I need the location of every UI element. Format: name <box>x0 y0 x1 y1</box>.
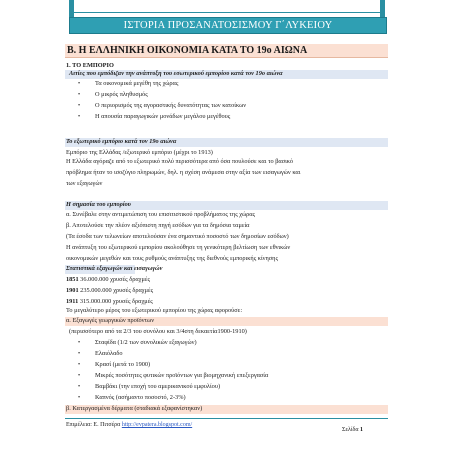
list-item: Ο μικρός πληθυσμός <box>95 91 148 98</box>
bullet-icon: • <box>78 384 81 390</box>
list-item: Τα οικονομικά μεγέθη της χώρας <box>95 80 179 87</box>
paragraph-line: των εξαγωγών <box>66 180 103 187</box>
bullet-icon: • <box>78 351 81 357</box>
bullet-icon: • <box>78 340 81 346</box>
list-item: Καπνός (ασήμαντο ποσοστό, 2-3%) <box>95 394 186 401</box>
bullet-icon: • <box>78 103 81 109</box>
bullet-icon: • <box>78 395 81 401</box>
stats-row <box>66 287 153 295</box>
bullet-icon: • <box>78 114 81 120</box>
footer-rule <box>65 418 388 419</box>
stats-year: 1851 <box>66 276 79 283</box>
list-item: Κρασί (μετά το 1900) <box>95 361 151 368</box>
list-item: Η απουσία παραγωγικών μονάδων μεγάλου μεγέθους <box>95 113 231 120</box>
paragraph-line: Εμπόριο της Ελλάδας /εξωτερικό εμπόριο (μέχρι το 1913) <box>66 149 213 156</box>
header-rule <box>69 12 385 13</box>
footer-credit <box>66 421 192 429</box>
section-title: Β. Η ΕΛΛΗΝΙΚΗ ΟΙΚΟΝΟΜΙΑ ΚΑΤΑ ΤΟ 19ο ΑΙΩΝΑ <box>65 44 388 58</box>
external-trade-heading: Το εξωτερικό εμπόριο κατά τον 19ο αιώνα <box>66 138 177 145</box>
bullet-icon: • <box>78 81 81 87</box>
exports-heading-a: α. Εξαγωγές γεωργικών προϊόντων <box>66 317 155 324</box>
stats-value: 36.000.000 χρυσές δραχμές <box>80 276 150 283</box>
footer-prefix: Επιμέλεια: Ε. Πιτσέρα <box>66 422 122 428</box>
paragraph-line: β. Αποτελούσε την πλέον αξιόπιστη πηγή εσόδων για τα δημόσια ταμεία <box>66 222 250 229</box>
stats-heading: Στατιστικά εξαγωγών και εισαγωγών <box>66 265 163 272</box>
paragraph-line: Η ανάπτυξη του εξωτερικού εμπορίου ακολούθησε τη γενικότερη βελτίωση των εθνικών <box>66 244 291 251</box>
bullet-icon: • <box>78 92 81 98</box>
paragraph-line: Το μεγαλύτερο μέρος του εξωτερικού εμπορίου της χώρας αφορούσε: <box>66 307 243 314</box>
exports-heading-b: β. Κατεργασμένα δέρματα (σταδιακά εξαφανίστηκαν) <box>66 405 203 412</box>
bullet-icon: • <box>78 373 81 379</box>
significance-heading: Η σημασία του εμπορίου <box>66 201 131 208</box>
paragraph-line: οικονομικών μεγεθών και τους ρυθμούς ανάπτυξης της διεθνούς εμπορικής κίνησης <box>66 255 278 262</box>
exports-paren: (περισσότερο από τα 2/3 του συνόλου και 3/4στη δεκαετία1900-1910) <box>69 328 247 335</box>
bullet-icon: • <box>78 362 81 368</box>
blog-link[interactable]: http://evpatera.blogspot.com/ <box>121 422 193 428</box>
stats-year: 1901 <box>66 287 79 294</box>
stats-value: 235.000.000 χρυσές δραχμές <box>80 287 154 294</box>
subheading-commerce: 1. ΤΟ ΕΜΠΟΡΙΟ <box>66 62 114 69</box>
header-tick-right <box>380 0 385 17</box>
question-heading: Αιτίες που εμπόδιζαν την ανάπτυξη του εσωτερικού εμπορίου κατά τον 19ο αιώνα <box>69 70 283 77</box>
page-number: 1 <box>360 427 364 433</box>
stats-row <box>66 276 150 284</box>
page-label: Σελίδα <box>342 427 359 433</box>
list-item: Ελαιόλαδο <box>95 350 123 357</box>
paragraph-line: Η Ελλάδα αγόραζε από το εξωτερικό πολύ περισσότερα από όσα πουλούσε και το βασικό <box>66 158 293 165</box>
list-item: Μικρές ποσότητες φυτικών προϊόντων για βιομηχανική επεξεργασία <box>95 372 269 379</box>
list-item: Ο περιορισμός της αγοραστικής δυνατότητας των κατοίκων <box>95 102 247 109</box>
page-indicator <box>342 426 363 434</box>
paragraph-line: (Τα έσοδα των τελωνείων αποτελούσαν ένα σημαντικό ποσοστό των δημοσίων εσόδων) <box>66 233 289 240</box>
header-tick-left <box>69 0 74 17</box>
stats-row <box>66 298 153 306</box>
list-item: Σταφίδα (1/2 των συνολικών εξαγωγών) <box>95 339 197 346</box>
list-item: Βαμβάκι (την εποχή του αμερικανικού εμφυλίου) <box>95 383 221 390</box>
stats-year: 1911 <box>66 298 79 305</box>
paragraph-line: α. Συνέβαλε στην αντιμετώπιση του επισιτιστικού προβλήματος της χώρας <box>66 211 256 218</box>
paragraph-line: πρόβλημα ήταν το ισοζύγιο πληρωμών, δηλ. η σχέση ανάμεσα στην αξία των εισαγωγών και <box>66 169 301 176</box>
document-title: ΙΣΤΟΡΙΑ ΠΡΟΣΑΝΑΤΟΣΙΣΜΟΥ Γ΄ΛΥΚΕΙΟΥ <box>69 17 387 34</box>
stats-value: 315.000.000 χρυσές δραχμές <box>79 298 153 305</box>
